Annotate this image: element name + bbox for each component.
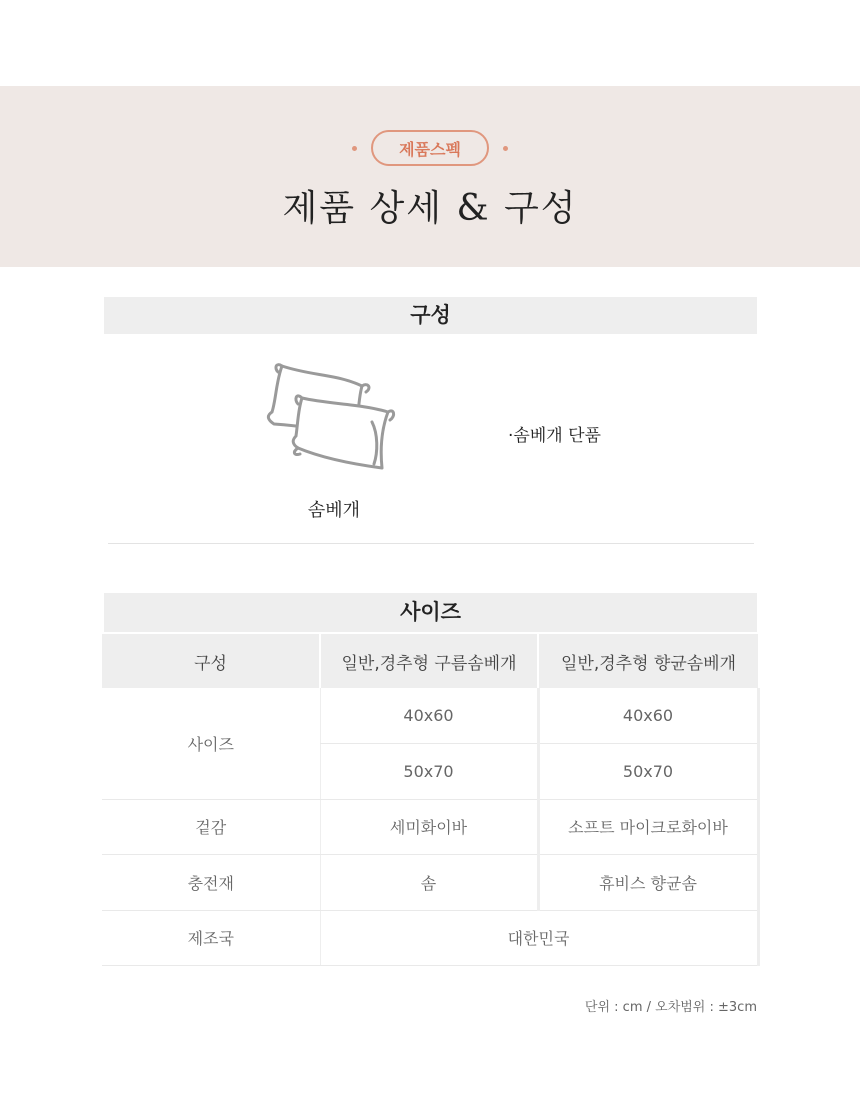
- composition-contents: ·솜베개 단품: [508, 426, 601, 446]
- badge-row: [0, 130, 860, 166]
- row-label-size: 사이즈: [102, 688, 320, 799]
- table-cell: 휴비스 향균솜: [538, 855, 758, 911]
- table-cell: 대한민국: [320, 910, 758, 966]
- table-header-row: [102, 634, 758, 688]
- unit-footnote: 단위 : cm / 오차범위 : ±3cm: [584, 1000, 757, 1015]
- table-cell: 50x70: [538, 744, 758, 800]
- table-row: [102, 910, 758, 966]
- column-header: 일반,경추형 구름솜베개: [320, 634, 538, 688]
- badge-dot-left: [352, 146, 357, 151]
- badge-dot-right: [503, 146, 508, 151]
- size-heading: 사이즈: [104, 593, 757, 632]
- table-row: [102, 688, 758, 744]
- table-cell: 세미화이바: [320, 799, 538, 855]
- table-cell: 소프트 마이크로화이바: [538, 799, 758, 855]
- size-table: [102, 634, 760, 966]
- table-row: [102, 799, 758, 855]
- table-cell: 50x70: [320, 744, 538, 800]
- spec-badge: 제품스펙: [371, 130, 489, 166]
- table-cell: 40x60: [538, 688, 758, 744]
- row-label-origin: 제조국: [102, 910, 320, 966]
- composition-heading: 구성: [104, 297, 757, 334]
- section-divider: [108, 543, 754, 544]
- page-title: 제품 상세 & 구성: [282, 188, 578, 229]
- pillow-icon: [262, 360, 396, 476]
- table-cell: 40x60: [320, 688, 538, 744]
- column-header: 구성: [102, 634, 320, 688]
- pillow-label: 솜베개: [307, 500, 361, 521]
- row-label-fabric: 겉감: [102, 799, 320, 855]
- row-label-filling: 충전재: [102, 855, 320, 911]
- column-header: 일반,경추형 향균솜베개: [538, 634, 758, 688]
- hero-banner: [0, 86, 860, 267]
- table-row: [102, 855, 758, 911]
- table-cell: 솜: [320, 855, 538, 911]
